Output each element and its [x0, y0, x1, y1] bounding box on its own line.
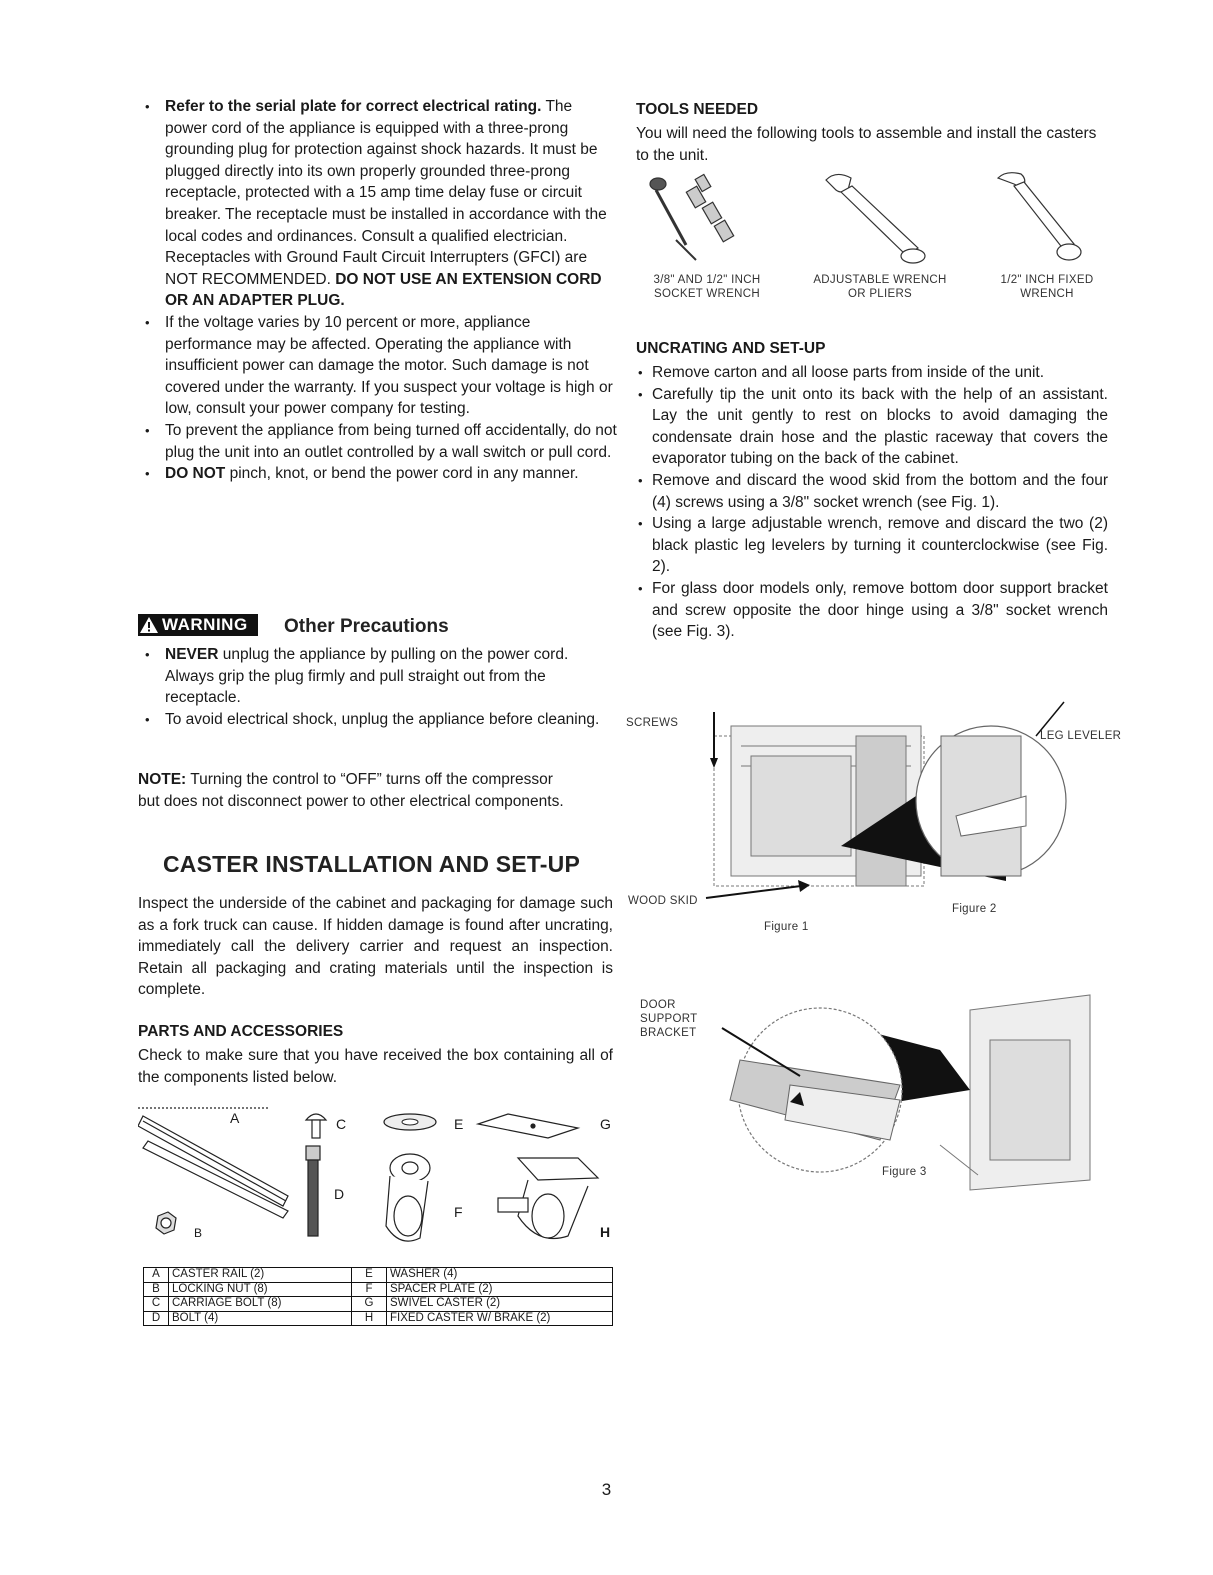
label-support: SUPPORT	[640, 1013, 698, 1025]
part-letter-g: G	[600, 1116, 611, 1132]
figure-3-drawing	[640, 990, 1110, 1195]
list-item: • Remove and discard the wood skid from the bottom and the four (4) screws using a 3/8" socket wrench (see Fig. 1).	[636, 470, 1108, 513]
parts-illustration	[138, 1106, 618, 1256]
figure-1-2	[626, 696, 1146, 946]
section-title: CASTER INSTALLATION AND SET-UP	[163, 851, 581, 877]
precaution-bullets	[138, 644, 618, 730]
section-intro: Inspect the underside of the cabinet and packaging for damage such as a fork truck can cause. If hidden damage is found after uncrating, immediately call the delivery carrier and request an inspection. Retain all packaging and crating materials until the inspection is complete.	[138, 895, 613, 999]
parts-drawing	[138, 1106, 618, 1256]
note: NOTE: Turning the control to “OFF” turns off the compressor but does not disconnect power to other electrical components.	[138, 771, 564, 810]
table-row: C CARRIAGE BOLT (8) G SWIVEL CASTER (2)	[144, 1297, 613, 1312]
warning-triangle-icon	[138, 615, 160, 635]
figure-3-caption: Figure 3	[882, 1166, 927, 1178]
part-letter-h: H	[600, 1224, 611, 1240]
figure-3	[640, 990, 1110, 1195]
figure-2-caption: Figure 2	[952, 903, 997, 915]
part-letter-f: F	[454, 1204, 463, 1220]
fixed-wrench-icon	[998, 173, 1081, 260]
part-letter-a: A	[230, 1110, 240, 1126]
parts-table	[143, 1267, 613, 1326]
list-item: • To avoid electrical shock, unplug the appliance before cleaning.	[138, 709, 618, 731]
part-letter-d: D	[334, 1186, 345, 1202]
list-item: • Carefully tip the unit onto its back with the help of an assistant. Lay the unit gently to rest on blocks to avoid damaging the condensate drain hose and the plastic raceway that covers the evaporator tubing on the back of the cabinet.	[636, 384, 1108, 470]
table-row: B LOCKING NUT (8) F SPACER PLATE (2)	[144, 1282, 613, 1297]
part-letter-c: C	[336, 1116, 347, 1132]
socket-wrench-icon	[650, 174, 734, 260]
list-item: • To prevent the appliance from being turned off accidentally, do not plug the unit into an outlet controlled by a wall switch or pull cord.	[138, 420, 618, 463]
label-door: DOOR	[640, 999, 676, 1011]
uncrating-bullets	[636, 362, 1108, 643]
page-number: 3	[601, 1480, 612, 1499]
tools-intro: You will need the following tools to assemble and install the casters to the unit.	[636, 125, 1097, 164]
label-wood-skid: WOOD SKID	[628, 895, 698, 907]
list-item: • DO NOT pinch, knot, or bend the power cord in any manner.	[138, 463, 618, 485]
tools-illustration	[636, 170, 1106, 270]
part-letter-b: B	[194, 1226, 203, 1240]
tool-caption-adjustable: ADJUSTABLE WRENCH OR PLIERS	[813, 274, 947, 300]
figure-1-caption: Figure 1	[764, 921, 809, 933]
uncrating-heading: UNCRATING AND SET-UP	[636, 340, 826, 357]
other-precautions-title: Other Precautions	[284, 616, 449, 637]
label-screws: SCREWS	[626, 717, 679, 729]
tool-caption-socket: 3/8" AND 1/2" INCH SOCKET WRENCH	[653, 274, 761, 300]
tool-caption-fixed: 1/2" INCH FIXED WRENCH	[1000, 274, 1094, 300]
warning-badge: WARNING	[138, 614, 258, 636]
table-row: D BOLT (4) H FIXED CASTER W/ BRAKE (2)	[144, 1311, 613, 1326]
list-item: • For glass door models only, remove bottom door support bracket and screw opposite the door hinge using a 3/8" socket wrench (see Fig. 3).	[636, 578, 1108, 643]
list-item: • Refer to the serial plate for correct electrical rating. The power cord of the appliance is equipped with a three-prong grounding plug for protection against shock hazards. It must be plugged directly into its own properly grounded three-prong receptacle, protected with a 15 amp time delay fuse or circuit breaker. The receptacle must be installed in accordance with the local codes and ordinances. Consult a qualified electrician. Receptacles with Ground Fault Circuit Interrupters (GFCI) are NOT RECOMMENDED. DO NOT USE AN EXTENSION CORD OR AN ADAPTER PLUG.	[138, 96, 618, 312]
adjustable-wrench-icon	[826, 174, 925, 263]
parts-intro: Check to make sure that you have received the box containing all of the components listed below.	[138, 1047, 613, 1086]
list-item: • Using a large adjustable wrench, remove and discard the two (2) black plastic leg levelers by turning it counterclockwise (see Fig. 2).	[636, 513, 1108, 578]
label-bracket: BRACKET	[640, 1027, 697, 1039]
list-item: • NEVER unplug the appliance by pulling on the power cord. Always grip the plug firmly and pull straight out from the receptacle.	[138, 644, 618, 709]
table-row: A CASTER RAIL (2) E WASHER (4)	[144, 1268, 613, 1283]
tools-drawing	[636, 170, 1106, 270]
label-leg-leveler: LEG LEVELER	[1040, 730, 1122, 742]
electrical-bullets	[138, 96, 618, 485]
parts-heading: PARTS AND ACCESSORIES	[138, 1023, 344, 1040]
tools-heading: TOOLS NEEDED	[636, 101, 759, 118]
list-item: • Remove carton and all loose parts from inside of the unit.	[636, 362, 1108, 384]
list-item: • If the voltage varies by 10 percent or more, appliance performance may be affected. Operating the appliance with insufficient power can damage the motor. Such damage is not covered under the warranty. If you suspect your voltage is high or low, consult your power company for testing.	[138, 312, 618, 420]
part-letter-e: E	[454, 1116, 464, 1132]
